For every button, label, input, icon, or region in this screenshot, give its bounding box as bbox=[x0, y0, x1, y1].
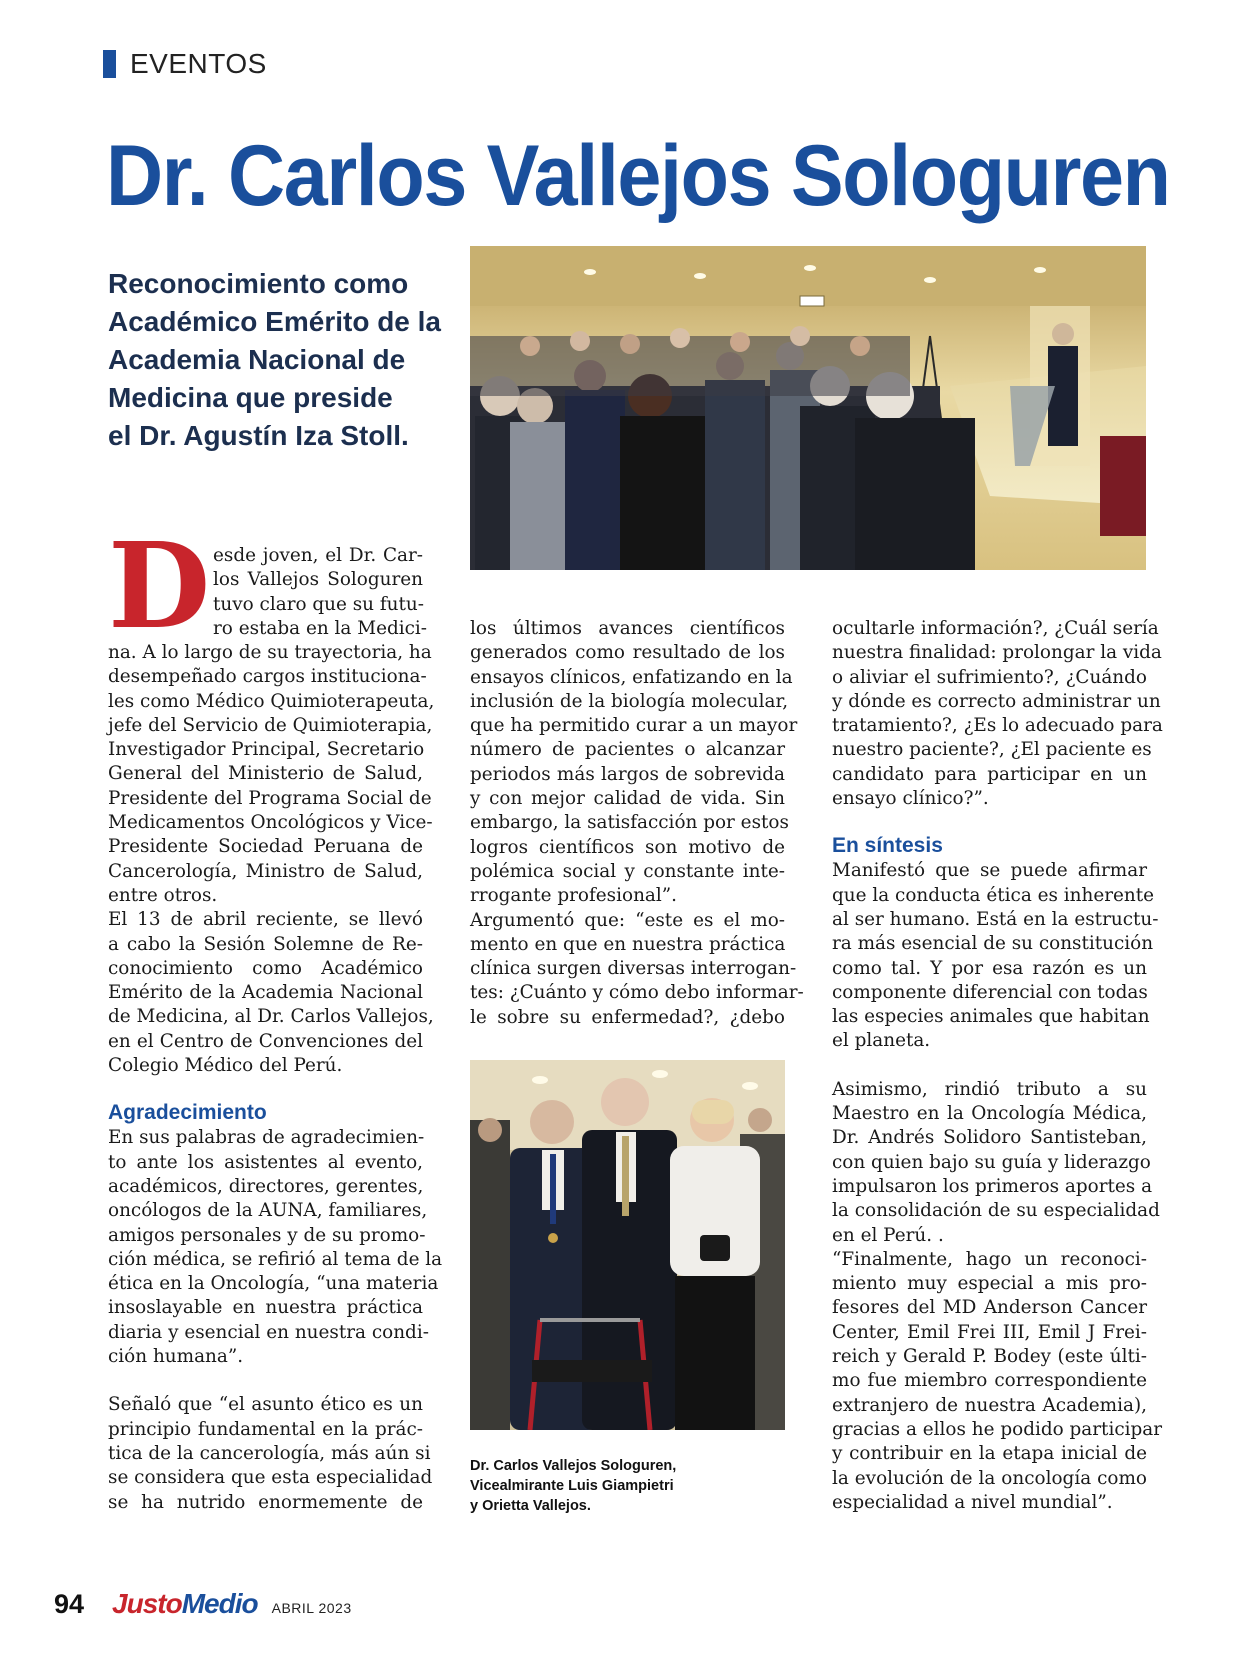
text-line: impulsaron los primeros aportes a bbox=[832, 1175, 1153, 1197]
text-line: diaria y esencial en nuestra condi- bbox=[108, 1321, 429, 1343]
text-line: General del Ministerio de Salud, bbox=[108, 763, 423, 785]
text-line: nuestra finalidad: prolongar la vida bbox=[832, 642, 1162, 664]
text-line: Center, Emil Frei III, Emil J Frei- bbox=[832, 1321, 1147, 1343]
section-marker bbox=[103, 50, 116, 78]
text-line: clínica surgen diversas interrogan- bbox=[470, 958, 797, 980]
drop-cap: D bbox=[108, 516, 211, 655]
text-line: Manifestó que se puede afirmar bbox=[832, 860, 1147, 882]
text-line: Señaló que “el asunto ético es un bbox=[108, 1394, 423, 1416]
text-line: periodos más largos de sobrevida bbox=[470, 763, 785, 785]
text-line: tuvo claro que su futu- bbox=[213, 593, 424, 615]
text-line: Presidente del Programa Social de bbox=[108, 787, 432, 809]
logo-part-medio: Medio bbox=[181, 1588, 258, 1619]
text-line: a cabo la Sesión Solemne de Re- bbox=[108, 933, 423, 955]
text-line: Asimismo, rindió tributo a su bbox=[832, 1078, 1147, 1100]
text-line: al ser humano. Está en la estructu- bbox=[832, 908, 1159, 930]
text-line: desempeñado cargos instituciona- bbox=[108, 666, 427, 688]
page-number: 94 bbox=[54, 1589, 85, 1619]
text-line: ensayos clínicos, enfatizando en la bbox=[470, 666, 793, 688]
text-line: logros científicos son motivo de bbox=[470, 836, 785, 858]
auditorium-photo bbox=[470, 246, 1146, 570]
article-subtitle bbox=[108, 265, 442, 455]
text-line: académicos, directores, gerentes, bbox=[108, 1175, 424, 1197]
column-3 bbox=[832, 617, 1163, 1515]
text-line: le sobre su enfermedad?, ¿debo bbox=[470, 1006, 785, 1028]
subheading-agradecimiento: Agradecimiento bbox=[108, 1101, 267, 1125]
text-line: especialidad a nivel mundial”. bbox=[832, 1491, 1113, 1513]
text-line: to ante los asistentes al evento, bbox=[108, 1151, 423, 1173]
text-line: conocimiento como Académico bbox=[108, 957, 423, 979]
text-line: insoslayable en nuestra práctica bbox=[108, 1297, 423, 1319]
text-line: se considera que esta especialidad bbox=[108, 1467, 433, 1489]
text-line: de Medicina, al Dr. Carlos Vallejos, bbox=[108, 1006, 434, 1028]
subtitle-line: Academia Nacional de bbox=[108, 344, 406, 375]
text-line: componente diferencial con todas bbox=[832, 981, 1148, 1003]
text-line: y con mejor calidad de vida. Sin bbox=[470, 788, 785, 810]
text-line: que la conducta ética es inherente bbox=[832, 884, 1155, 906]
paragraph-gap bbox=[108, 1369, 423, 1393]
text-line: ción humana”. bbox=[108, 1346, 244, 1368]
text-line: tes: ¿Cuánto y cómo debo informar- bbox=[470, 982, 804, 1004]
text-line: mo fue miembro correspondiente bbox=[832, 1370, 1147, 1392]
section-tag bbox=[103, 50, 267, 78]
text-line: Cancerología, Ministro de Salud, bbox=[108, 860, 423, 882]
issue-date: ABRIL 2023 bbox=[271, 1600, 352, 1616]
text-line: candidato para participar en un bbox=[832, 763, 1147, 785]
subtitle-line: Medicina que preside bbox=[108, 382, 393, 413]
text-line: tica de la cancerología, más aún si bbox=[108, 1442, 431, 1464]
text-line: Argumentó que: “este es el mo- bbox=[470, 909, 785, 931]
text-line: o aliviar el sufrimiento?, ¿Cuándo bbox=[832, 666, 1147, 688]
text-line: embargo, la satisfacción por estos bbox=[470, 812, 789, 834]
text-line: ocultarle información?, ¿Cuál sería bbox=[832, 618, 1159, 639]
text-line: con quien bajo su guía y liderazgo bbox=[832, 1151, 1151, 1173]
caption-line: y Orietta Vallejos. bbox=[470, 1498, 591, 1514]
text-line: Emérito de la Academia Nacional bbox=[108, 982, 423, 1004]
magazine-logo bbox=[112, 1588, 258, 1620]
text-line: entre otros. bbox=[108, 884, 218, 906]
subtitle-line: Reconocimiento como bbox=[108, 268, 409, 299]
text-line: Investigador Principal, Secretario bbox=[108, 739, 425, 761]
text-line: tratamiento?, ¿Es lo adecuado para bbox=[832, 715, 1163, 737]
text-line: los Vallejos Sologuren bbox=[213, 569, 423, 591]
text-line: amigos personales y de su promo- bbox=[108, 1224, 426, 1246]
text-line: les como Médico Quimioterapeuta, bbox=[108, 690, 435, 712]
column-1-intro bbox=[213, 544, 427, 641]
text-line: Dr. Andrés Solidoro Santisteban, bbox=[832, 1127, 1147, 1149]
photo-caption bbox=[470, 1456, 676, 1516]
text-line: jefe del Servicio de Quimioterapia, bbox=[108, 714, 433, 736]
text-line: oncólogos de la AUNA, familiares, bbox=[108, 1200, 428, 1222]
text-line: miento muy especial a mis pro- bbox=[832, 1273, 1147, 1295]
text-line: mento en que en nuestra práctica bbox=[470, 933, 786, 955]
text-line: en el Centro de Convenciones del bbox=[108, 1030, 423, 1052]
article-headline: Dr. Carlos Vallejos Sologuren bbox=[106, 128, 1170, 224]
text-line: extranjero de nuestra Academia), bbox=[832, 1394, 1147, 1416]
text-line: Medicamentos Oncológicos y Vice- bbox=[108, 812, 433, 834]
paragraph-gap bbox=[832, 1054, 1147, 1078]
text-line: ra más esencial de su constitución bbox=[832, 933, 1154, 955]
text-line: y dónde es correcto administrar un bbox=[832, 690, 1161, 712]
text-line: El 13 de abril reciente, se llevó bbox=[108, 909, 423, 931]
column-2 bbox=[470, 617, 804, 1030]
text-line: ética en la Oncología, “una materia bbox=[108, 1273, 439, 1295]
text-line: las especies animales que habitan bbox=[832, 1006, 1150, 1028]
subtitle-line: Académico Emérito de la bbox=[108, 306, 442, 337]
text-line: esde joven, el Dr. Car- bbox=[213, 545, 423, 566]
section-label: EVENTOS bbox=[130, 48, 267, 79]
caption-line: Dr. Carlos Vallejos Sologuren, bbox=[470, 1458, 677, 1474]
text-line: ensayo clínico?”. bbox=[832, 788, 989, 810]
column-1 bbox=[108, 641, 443, 1515]
text-line: nuestro paciente?, ¿El paciente es bbox=[832, 739, 1152, 761]
text-line: el planeta. bbox=[832, 1030, 931, 1052]
subheading-en-sintesis: En síntesis bbox=[832, 834, 943, 858]
text-line: ro estaba en la Medici- bbox=[213, 617, 427, 639]
text-line: gracias a ellos he podido participar bbox=[832, 1418, 1163, 1440]
text-line: como tal. Y por esa razón es un bbox=[832, 957, 1147, 979]
logo-part-justo: Justo bbox=[112, 1588, 182, 1619]
text-line: Colegio Médico del Perú. bbox=[108, 1055, 343, 1077]
text-line: la evolución de la oncología como bbox=[832, 1467, 1147, 1489]
text-line: generados como resultado de los bbox=[470, 642, 785, 664]
text-line: inclusión de la biología molecular, bbox=[470, 690, 789, 712]
caption-line: Vicealmirante Luis Giampietri bbox=[470, 1478, 674, 1494]
text-line: principio fundamental en la prác- bbox=[108, 1418, 423, 1440]
subtitle-line: el Dr. Agustín Iza Stoll. bbox=[108, 420, 409, 451]
text-line: la consolidación de su especialidad bbox=[832, 1200, 1160, 1222]
text-line: Maestro en la Oncología Médica, bbox=[832, 1103, 1147, 1125]
page-footer bbox=[54, 1588, 352, 1620]
text-line: ción médica, se refirió al tema de la bbox=[108, 1248, 443, 1270]
text-line: que ha permitido curar a un mayor bbox=[470, 715, 798, 737]
text-line: polémica social y constante inte- bbox=[470, 860, 785, 882]
text-line: Presidente Sociedad Peruana de bbox=[108, 836, 423, 858]
text-line: y contribuir en la etapa inicial de bbox=[832, 1443, 1147, 1465]
text-line: fesores del MD Anderson Cancer bbox=[832, 1297, 1147, 1319]
text-line: reich y Gerald P. Bodey (este últi- bbox=[832, 1346, 1147, 1368]
text-line: en el Perú. . bbox=[832, 1224, 944, 1246]
text-line: “Finalmente, hago un reconoci- bbox=[832, 1248, 1147, 1270]
text-line: En sus palabras de agradecimien- bbox=[108, 1127, 425, 1149]
text-line: se ha nutrido enormemente de bbox=[108, 1491, 423, 1513]
text-line: número de pacientes o alcanzar bbox=[470, 739, 785, 761]
text-line: rrogante profesional”. bbox=[470, 885, 678, 907]
group-photo bbox=[470, 1060, 785, 1430]
text-line: los últimos avances científicos bbox=[470, 618, 785, 639]
text-line: na. A lo largo de su trayectoria, ha bbox=[108, 642, 432, 663]
